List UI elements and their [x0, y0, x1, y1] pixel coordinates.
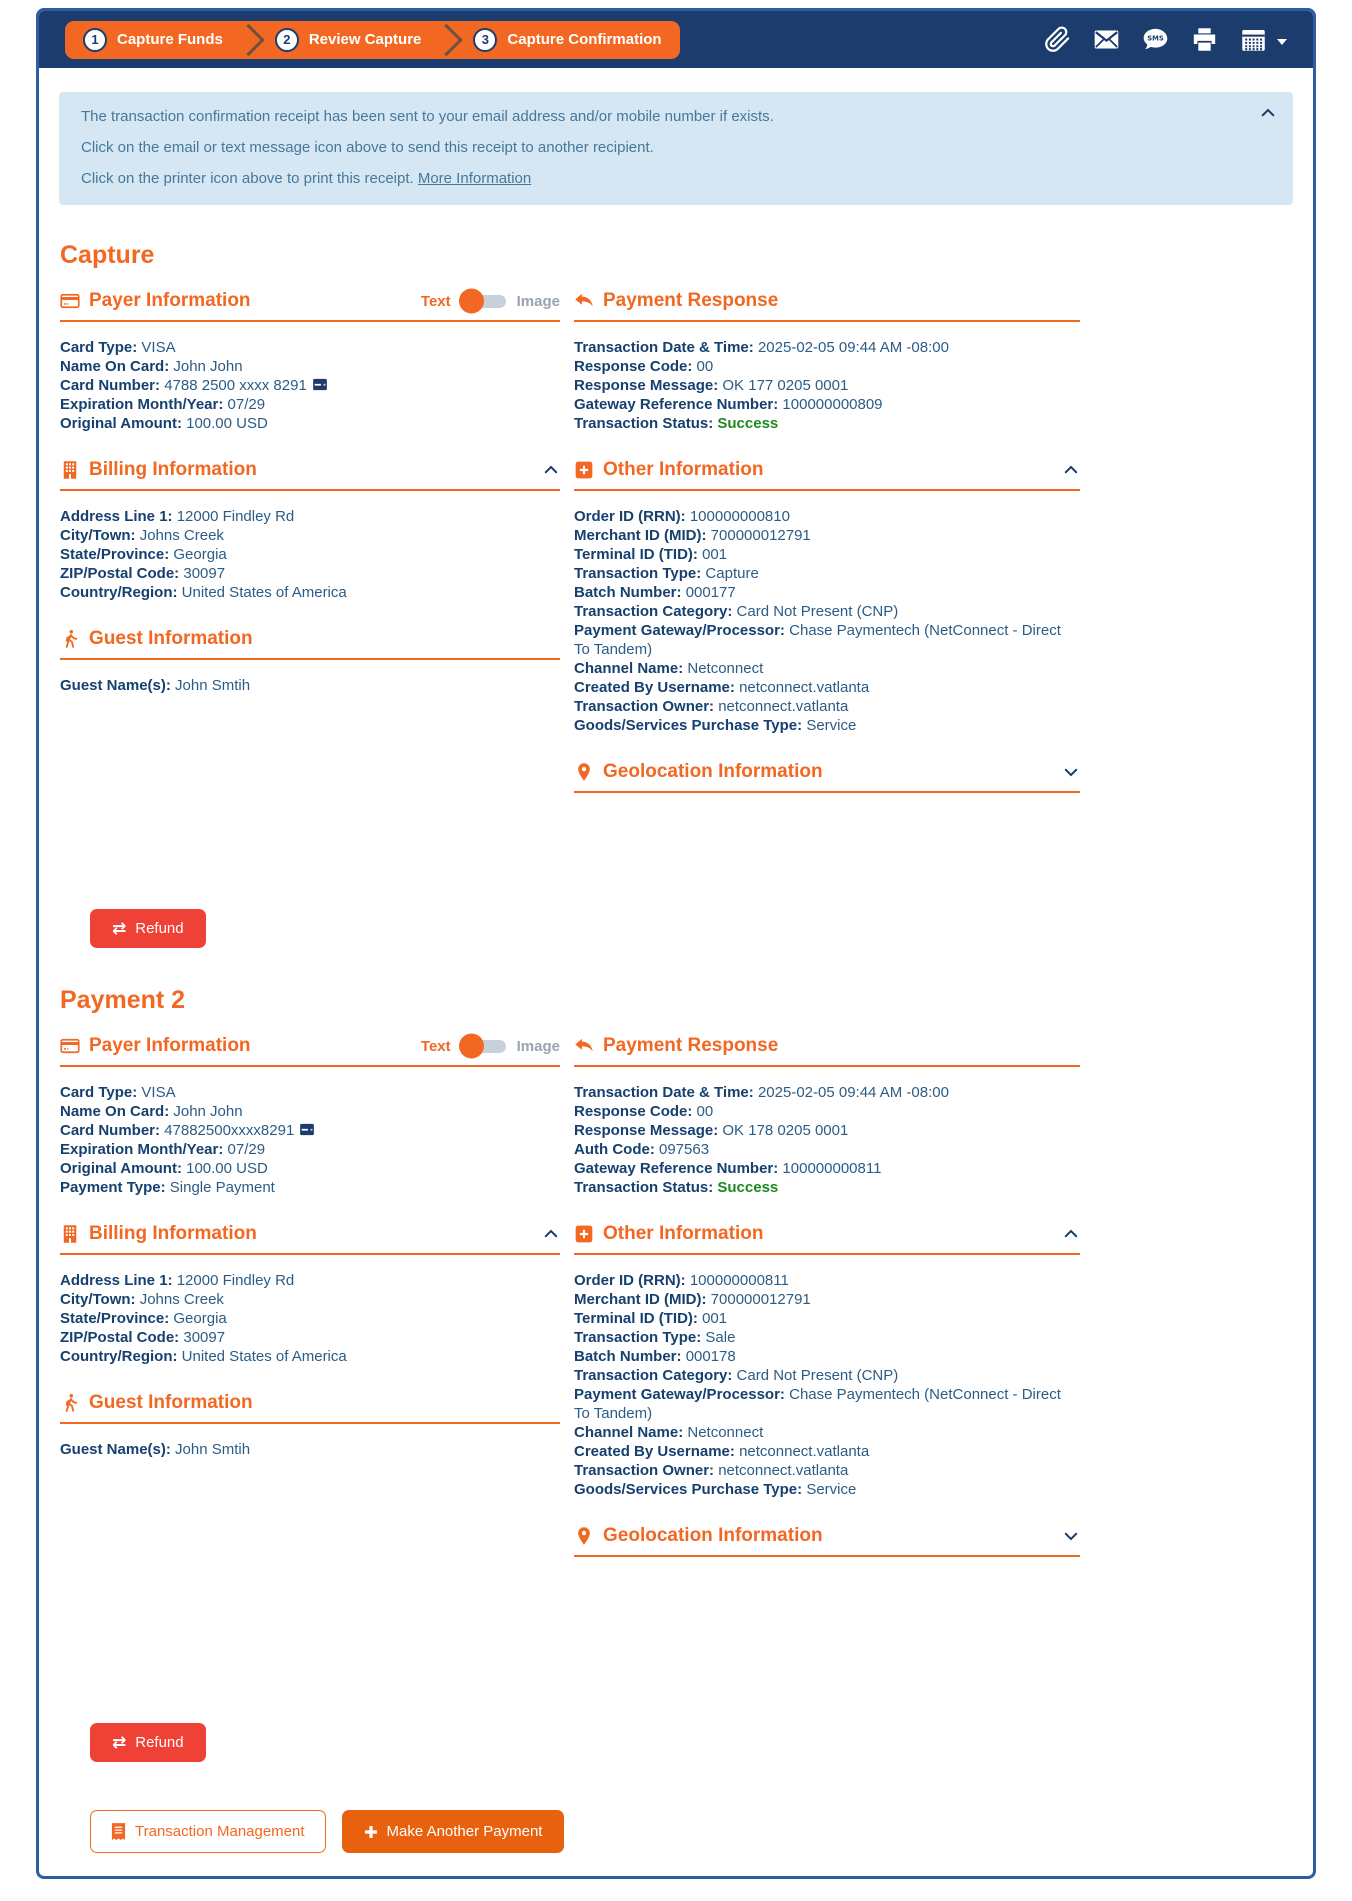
field-goods-services-purchase-type: Goods/Services Purchase Type: Service: [574, 717, 857, 734]
footer-actions: [90, 1810, 1313, 1853]
field-response-code: Response Code: 00: [574, 358, 714, 375]
banner-line-1: The transaction confirmation receipt has been sent to your email address and/or mobile number if exists.: [81, 108, 774, 125]
transaction-management-label: Transaction Management: [135, 1823, 305, 1840]
field-transaction-type: Transaction Type: Sale: [574, 1329, 736, 1346]
field-transaction-owner: Transaction Owner: netconnect.vatlanta: [574, 1462, 849, 1479]
field-expiration-month-year: Expiration Month/Year: 07/29: [60, 396, 266, 413]
payment-response-title: Payment Response: [603, 1035, 779, 1056]
field-transaction-owner: Transaction Owner: netconnect.vatlanta: [574, 698, 849, 715]
toggle-image-label: Image: [516, 292, 560, 310]
billing-information-header: [60, 1223, 560, 1255]
field-terminal-id-tid-: Terminal ID (TID): 001: [574, 546, 728, 563]
card-icon: [294, 1122, 316, 1139]
field-name-on-card: Name On Card: John John: [60, 1103, 243, 1120]
field-card-number: Card Number: 4788 2500 xxxx 8291: [60, 376, 560, 395]
field-state-province: State/Province: Georgia: [60, 1310, 227, 1327]
credit-card-icon: [60, 291, 80, 311]
field-address-line-1: Address Line 1: 12000 Findley Rd: [60, 1272, 295, 1289]
topbar-action-icons: [1044, 26, 1287, 53]
page-frame: [36, 8, 1316, 1879]
field-payment-gateway-processor: Payment Gateway/Processor: Chase Paymentech (NetConnect - Direct To Tandem): [574, 1386, 1061, 1422]
billing-collapse-chevron-up-icon[interactable]: [542, 461, 560, 479]
field-created-by-username: Created By Username: netconnect.vatlanta: [574, 679, 870, 696]
banner-line-2: Click on the email or text message icon above to send this receipt to another recipient.: [81, 139, 654, 156]
field-expiration-month-year: Expiration Month/Year: 07/29: [60, 1141, 266, 1158]
make-another-payment-label: Make Another Payment: [386, 1823, 543, 1840]
field-response-message: Response Message: OK 177 0205 0001: [574, 377, 849, 394]
billing-information-header: [60, 459, 560, 491]
toggle-knob[interactable]: [459, 1034, 484, 1059]
geolocation-information-header: [574, 1525, 1080, 1557]
field-batch-number: Batch Number: 000178: [574, 1348, 736, 1365]
field-created-by-username: Created By Username: netconnect.vatlanta: [574, 1443, 870, 1460]
toggle-text-label: Text: [420, 1037, 451, 1055]
sms-icon[interactable]: [1142, 26, 1169, 53]
transaction-management-button[interactable]: [90, 1810, 326, 1853]
field-address-line-1: Address Line 1: 12000 Findley Rd: [60, 508, 295, 525]
svg-text:SMS: SMS: [1147, 34, 1164, 43]
guest-information-fields: [60, 676, 560, 695]
geolocation-collapse-chevron-down-icon[interactable]: [1062, 1527, 1080, 1545]
field-batch-number: Batch Number: 000177: [574, 584, 736, 601]
plus-square-icon: [574, 460, 594, 480]
payment-response-title: Payment Response: [603, 290, 779, 311]
reply-arrow-icon: [574, 291, 594, 311]
card-icon: [307, 377, 329, 394]
payment-response-header: [574, 290, 1080, 322]
payer-information-fields: [60, 1083, 560, 1197]
field-transaction-category: Transaction Category: Card Not Present (CNP): [574, 603, 899, 620]
field-card-type: Card Type: VISA: [60, 339, 176, 356]
plus-icon: [364, 1825, 378, 1839]
billing-collapse-chevron-up-icon[interactable]: [542, 1225, 560, 1243]
text-image-toggle-group: [421, 293, 560, 310]
step-2-number: 2: [275, 28, 299, 52]
other-information-header: [574, 459, 1080, 491]
field-state-province: State/Province: Georgia: [60, 546, 227, 563]
more-information-link[interactable]: More Information: [417, 170, 532, 187]
billing-information-fields: [60, 507, 560, 602]
field-merchant-id-mid-: Merchant ID (MID): 700000012791: [574, 527, 811, 544]
payment2-left-column: [60, 1035, 560, 1485]
capture-refund-label: Refund: [135, 920, 184, 937]
guest-information-title: Guest Information: [89, 1392, 253, 1413]
map-pin-icon: [574, 762, 594, 782]
field-gateway-reference-number: Gateway Reference Number: 100000000809: [574, 396, 883, 413]
email-icon[interactable]: [1093, 26, 1120, 53]
field-zip-postal-code: ZIP/Postal Code: 30097: [60, 565, 226, 582]
step-separator-icon: [241, 21, 257, 59]
banner-line-3: Click on the printer icon above to print this receipt. More Information: [81, 170, 532, 187]
guest-information-header: [60, 1392, 560, 1424]
payment2-right-column: [574, 1035, 1080, 1573]
billing-information-fields: [60, 1271, 560, 1366]
plus-square-icon: [574, 1224, 594, 1244]
payment-response-fields: [574, 1083, 1080, 1197]
field-transaction-category: Transaction Category: Card Not Present (CNP): [574, 1367, 899, 1384]
payment2-refund-button[interactable]: [90, 1723, 206, 1762]
field-guest-name-s-: Guest Name(s): John Smtih: [60, 677, 251, 694]
field-auth-code: Auth Code: 097563: [574, 1141, 710, 1158]
toggle-image-label: Image: [516, 1037, 560, 1055]
field-original-amount: Original Amount: 100.00 USD: [60, 415, 268, 432]
step-separator-icon: [439, 21, 455, 59]
walking-person-icon: [60, 629, 80, 649]
field-merchant-id-mid-: Merchant ID (MID): 700000012791: [574, 1291, 811, 1308]
swap-arrows-icon: ⇄: [112, 919, 127, 938]
geolocation-collapse-chevron-down-icon[interactable]: [1062, 763, 1080, 781]
credit-card-icon: [60, 1036, 80, 1056]
capture-right-column: [574, 290, 1080, 809]
calendar-icon[interactable]: [1240, 26, 1267, 53]
wizard-steps: [65, 21, 680, 59]
step-3-number: 3: [473, 28, 497, 52]
field-order-id-rrn-: Order ID (RRN): 100000000810: [574, 508, 790, 525]
guest-information-header: [60, 628, 560, 660]
payment-response-header: [574, 1035, 1080, 1067]
field-original-amount: Original Amount: 100.00 USD: [60, 1160, 268, 1177]
payer-information-title: Payer Information: [89, 1035, 251, 1056]
field-transaction-status: Transaction Status: Success: [574, 1179, 779, 1196]
other-information-fields: [574, 1271, 1080, 1499]
field-city-town: City/Town: Johns Creek: [60, 1291, 224, 1308]
field-transaction-date-time: Transaction Date & Time: 2025-02-05 09:44 AM -08:00: [574, 339, 949, 356]
field-card-type: Card Type: VISA: [60, 1084, 176, 1101]
step-review-capture[interactable]: [257, 21, 440, 59]
capture-section-title: Capture: [60, 241, 155, 269]
other-information-title: Other Information: [603, 459, 764, 480]
main-content: [39, 205, 1313, 1853]
other-collapse-chevron-up-icon[interactable]: [1062, 1225, 1080, 1243]
step-1-label: Capture Funds: [117, 31, 223, 48]
step-capture-funds[interactable]: [65, 21, 241, 59]
field-payment-gateway-processor: Payment Gateway/Processor: Chase Paymentech (NetConnect - Direct To Tandem): [574, 622, 1061, 658]
other-information-title: Other Information: [603, 1223, 764, 1244]
field-zip-postal-code: ZIP/Postal Code: 30097: [60, 1329, 226, 1346]
field-transaction-type: Transaction Type: Capture: [574, 565, 759, 582]
reply-arrow-icon: [574, 1036, 594, 1056]
field-channel-name: Channel Name: Netconnect: [574, 1424, 764, 1441]
make-another-payment-button[interactable]: [342, 1810, 565, 1853]
other-information-header: [574, 1223, 1080, 1255]
step-capture-confirmation[interactable]: [455, 21, 679, 59]
printer-icon[interactable]: [1191, 26, 1218, 53]
field-transaction-date-time: Transaction Date & Time: 2025-02-05 09:44 AM -08:00: [574, 1084, 949, 1101]
text-image-toggle[interactable]: [462, 295, 506, 308]
payer-information-fields: [60, 338, 560, 433]
geolocation-information-title: Geolocation Information: [603, 1525, 823, 1546]
guest-information-title: Guest Information: [89, 628, 253, 649]
payer-information-header: [60, 290, 560, 322]
swap-arrows-icon: ⇄: [112, 1733, 127, 1752]
banner-chevron-up-icon[interactable]: [1259, 104, 1277, 122]
payment-response-fields: [574, 338, 1080, 433]
field-city-town: City/Town: Johns Creek: [60, 527, 224, 544]
toggle-text-label: Text: [420, 292, 451, 310]
capture-refund-button[interactable]: [90, 909, 206, 948]
field-transaction-status: Transaction Status: Success: [574, 415, 779, 432]
walking-person-icon: [60, 1393, 80, 1413]
map-pin-icon: [574, 1526, 594, 1546]
field-payment-type: Payment Type: Single Payment: [60, 1179, 275, 1196]
step-1-number: 1: [83, 28, 107, 52]
billing-information-title: Billing Information: [89, 459, 257, 480]
step-3-label: Capture Confirmation: [507, 31, 662, 48]
guest-information-fields: [60, 1440, 560, 1459]
text-image-toggle[interactable]: [462, 1040, 506, 1053]
field-response-message: Response Message: OK 178 0205 0001: [574, 1122, 849, 1139]
field-response-code: Response Code: 00: [574, 1103, 714, 1120]
billing-information-title: Billing Information: [89, 1223, 257, 1244]
payer-information-title: Payer Information: [89, 290, 251, 311]
building-icon: [60, 1224, 80, 1244]
field-name-on-card: Name On Card: John John: [60, 358, 243, 375]
receipt-icon: [111, 1823, 126, 1840]
geolocation-information-header: [574, 761, 1080, 793]
building-icon: [60, 460, 80, 480]
payment2-grid: [60, 1035, 1313, 1573]
payment2-section-title: Payment 2: [60, 986, 186, 1014]
step-2-label: Review Capture: [308, 31, 422, 48]
field-gateway-reference-number: Gateway Reference Number: 100000000811: [574, 1160, 882, 1177]
capture-left-column: [60, 290, 560, 721]
field-country-region: Country/Region: United States of America: [60, 584, 347, 601]
text-image-toggle-group: [421, 1038, 560, 1055]
toggle-knob[interactable]: [459, 289, 484, 314]
field-goods-services-purchase-type: Goods/Services Purchase Type: Service: [574, 1481, 857, 1498]
capture-grid: [60, 290, 1313, 809]
other-information-fields: [574, 507, 1080, 735]
payer-information-header: [60, 1035, 560, 1067]
payment2-refund-label: Refund: [135, 1734, 184, 1751]
field-country-region: Country/Region: United States of America: [60, 1348, 347, 1365]
caret-down-icon[interactable]: [1277, 39, 1287, 45]
other-collapse-chevron-up-icon[interactable]: [1062, 461, 1080, 479]
receipt-info-banner: [59, 92, 1293, 205]
geolocation-information-title: Geolocation Information: [603, 761, 823, 782]
field-order-id-rrn-: Order ID (RRN): 100000000811: [574, 1272, 789, 1289]
paperclip-icon[interactable]: [1044, 26, 1071, 53]
field-card-number: Card Number: 47882500xxxx8291: [60, 1121, 560, 1140]
field-guest-name-s-: Guest Name(s): John Smtih: [60, 1441, 251, 1458]
top-navigation-bar: [39, 11, 1313, 68]
field-channel-name: Channel Name: Netconnect: [574, 660, 764, 677]
field-terminal-id-tid-: Terminal ID (TID): 001: [574, 1310, 728, 1327]
